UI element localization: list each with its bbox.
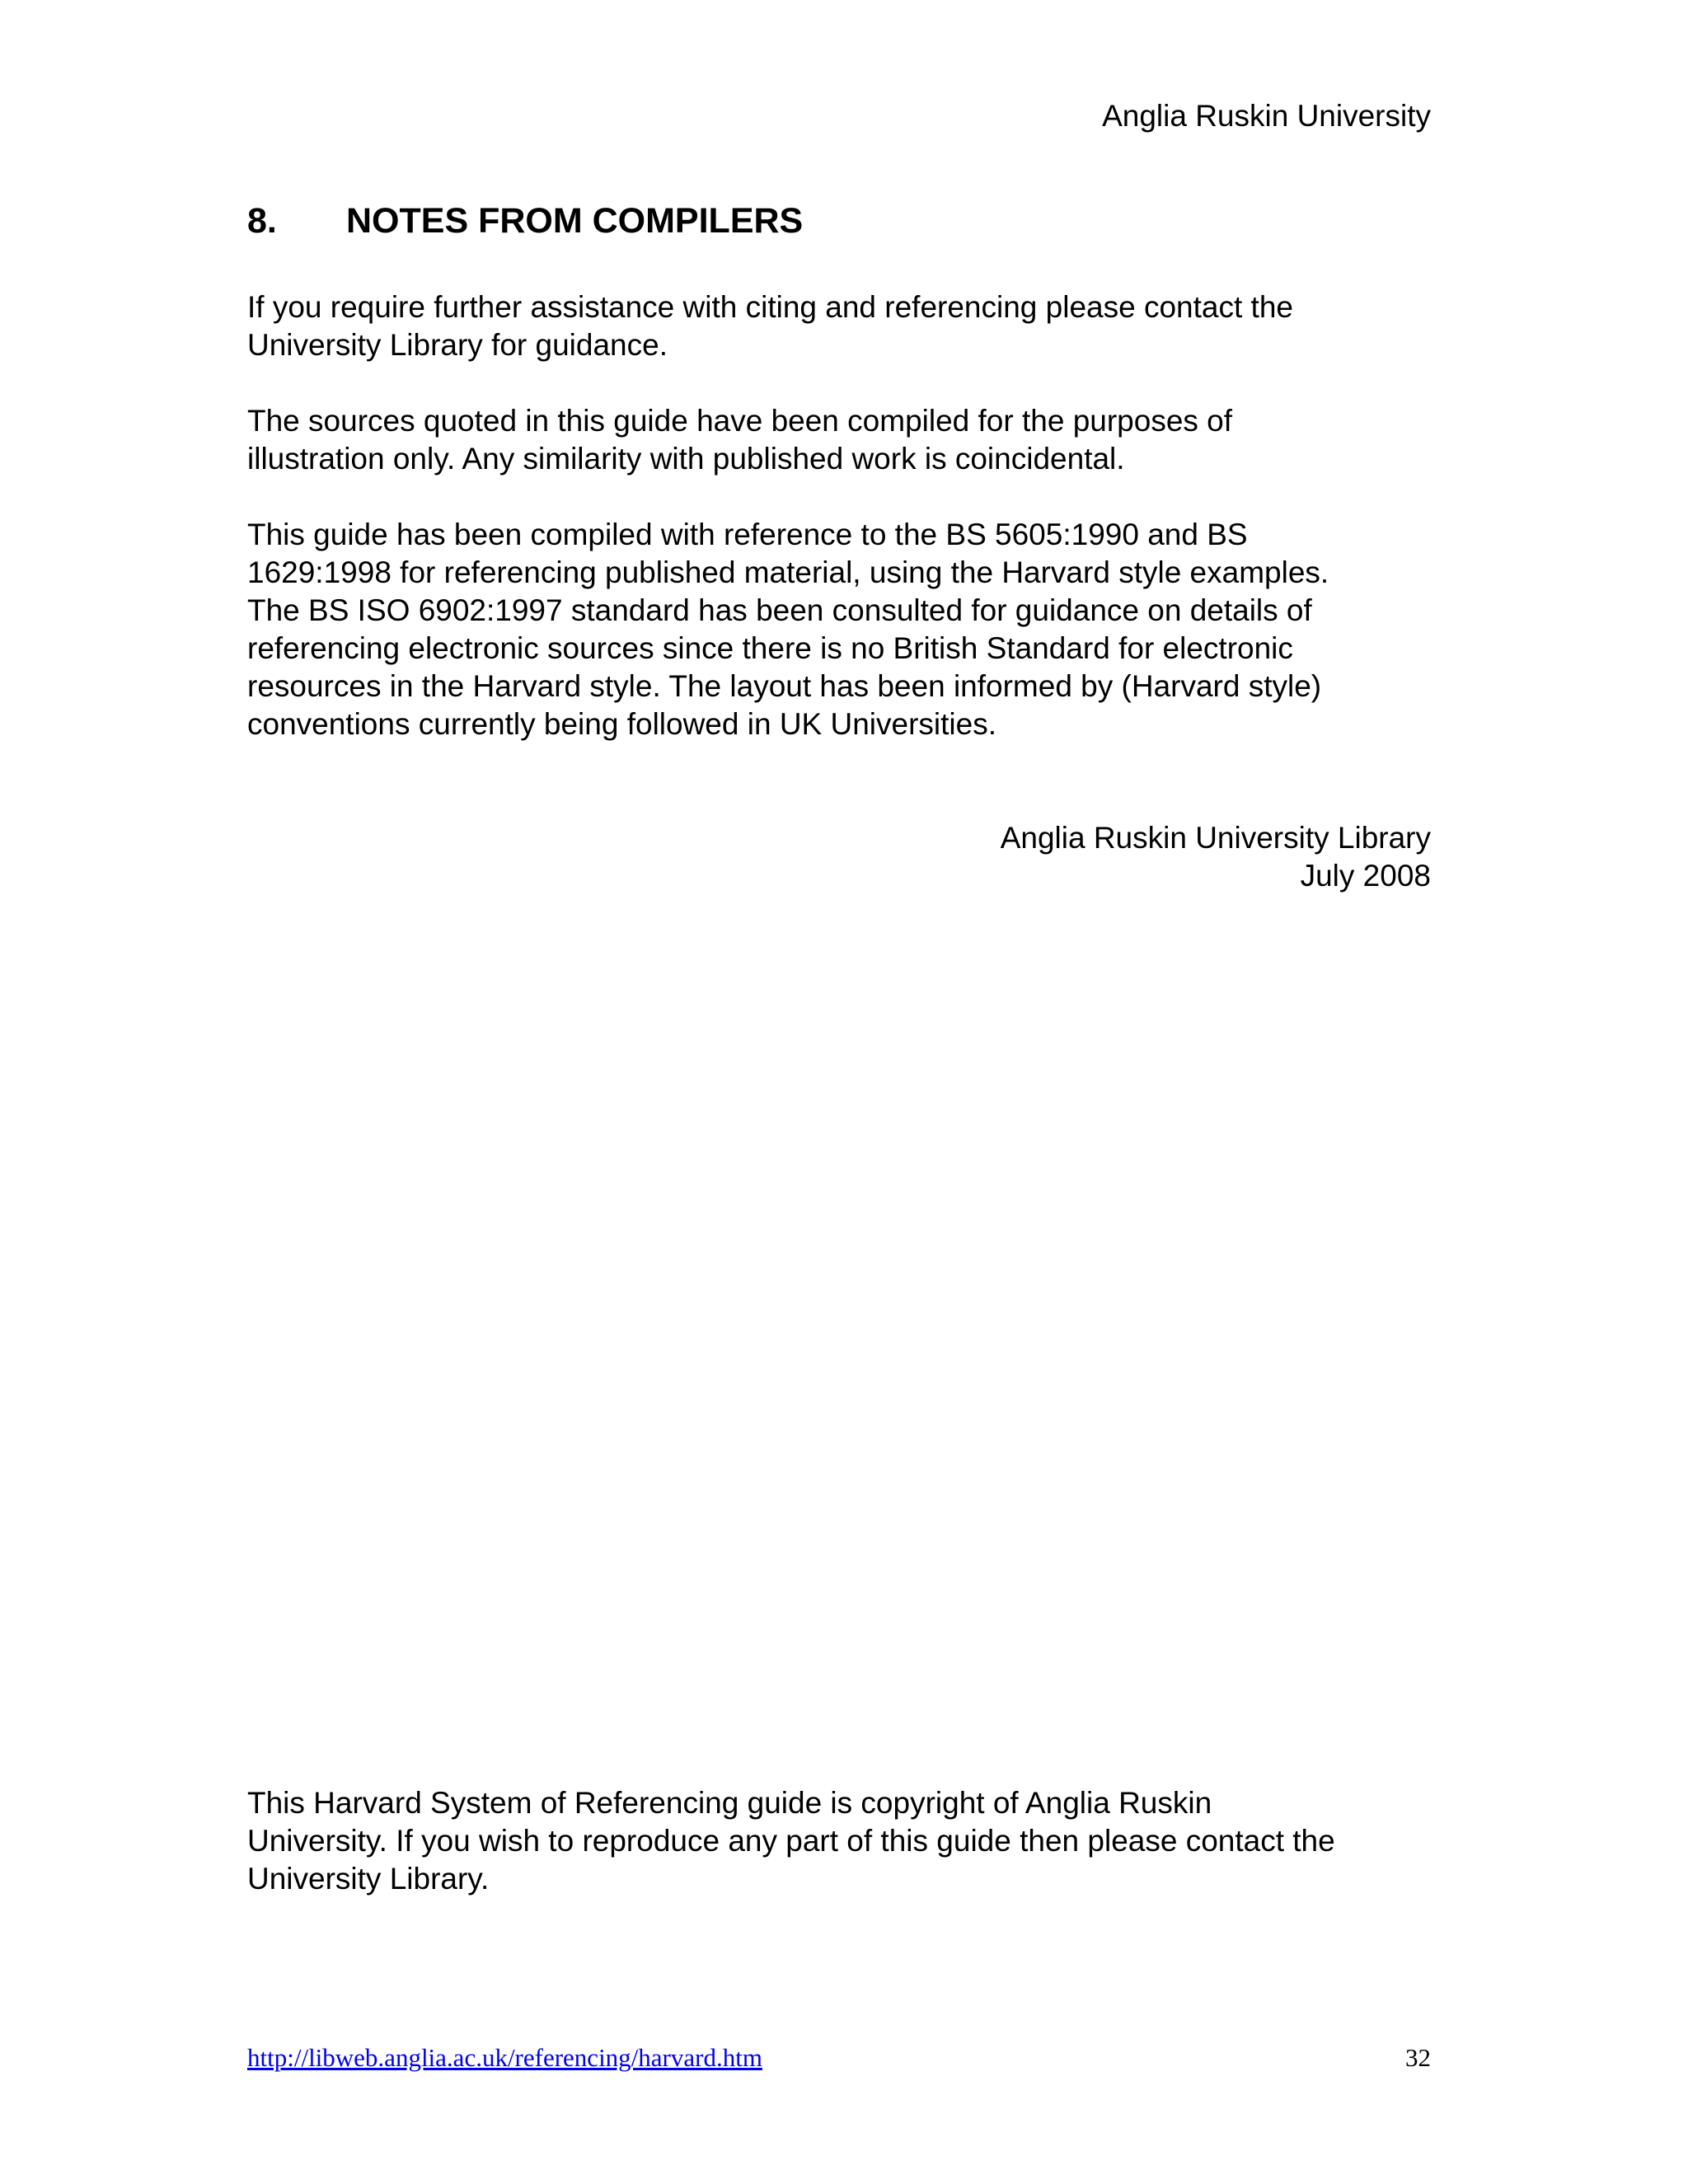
copyright-line: University. If you wish to reproduce any part of this guide then please contact the (247, 1824, 1335, 1858)
paragraph-sources (247, 402, 1451, 478)
paragraph-line: referencing electronic sources since there is no British Standard for electronic (247, 631, 1293, 665)
signature-date: July 2008 (1300, 859, 1431, 893)
paragraph-standards (247, 516, 1451, 743)
footer-url-link[interactable]: http://libweb.anglia.ac.uk/referencing/harvard.htm (247, 2043, 762, 2072)
signature-block (1001, 819, 1431, 895)
section-heading (247, 199, 803, 243)
copyright-line: This Harvard System of Referencing guide is copyright of Anglia Ruskin (247, 1786, 1212, 1820)
paragraph-line: If you require further assistance with citing and referencing please contact the (247, 290, 1293, 324)
paragraph-line: resources in the Harvard style. The layout has been informed by (Harvard style) (247, 669, 1322, 703)
page-number: 32 (1405, 2043, 1431, 2072)
paragraph-line: University Library for guidance. (247, 328, 668, 362)
paragraph-line: 1629:1998 for referencing published material, using the Harvard style examples. (247, 555, 1329, 589)
copyright-line: University Library. (247, 1862, 490, 1896)
copyright-notice (247, 1784, 1335, 1898)
paragraph-line: The BS ISO 6902:1997 standard has been consulted for guidance on details of (247, 593, 1312, 627)
paragraph-line: conventions currently being followed in UK Universities. (247, 707, 996, 741)
paragraph-line: illustration only. Any similarity with published work is coincidental. (247, 442, 1125, 476)
paragraph-assistance (247, 288, 1451, 364)
signature-organization: Anglia Ruskin University Library (1000, 821, 1431, 855)
paragraph-line: The sources quoted in this guide have been compiled for the purposes of (247, 404, 1233, 438)
section-number: 8. (247, 201, 277, 241)
page-header: Anglia Ruskin University (1102, 99, 1431, 133)
paragraph-line: This guide has been compiled with reference to the BS 5605:1990 and BS (247, 518, 1248, 551)
section-title: NOTES FROM COMPILERS (346, 201, 804, 241)
